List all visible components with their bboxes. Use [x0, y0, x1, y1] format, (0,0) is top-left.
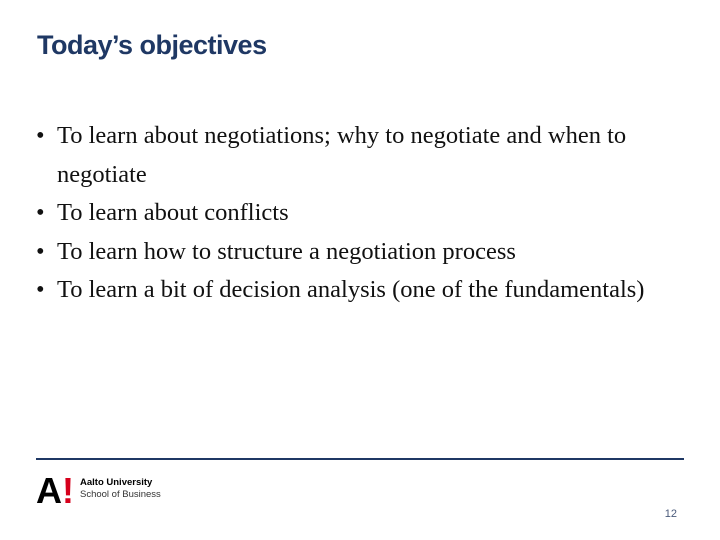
logo-wordmark: [80, 477, 161, 501]
logo-university-name: Aalto University: [80, 477, 153, 488]
footer-divider: [36, 458, 684, 460]
bullet-icon: •: [36, 276, 45, 303]
bullet-text: To learn how to structure a negotiation process: [57, 237, 516, 265]
logo-letter: A: [36, 470, 62, 511]
list-item: [36, 194, 696, 233]
bullet-icon: •: [36, 237, 45, 265]
objectives-list: [36, 117, 696, 310]
slide-title: Today’s objectives: [37, 30, 267, 60]
list-item: [36, 233, 696, 272]
bullet-icon: •: [36, 122, 45, 149]
logo-school-name: School of Business: [80, 489, 161, 500]
page-number: 12: [664, 508, 677, 520]
bullet-text: To learn about negotiations; why to negotiate and when to negotiate: [57, 122, 627, 188]
list-item: [36, 117, 696, 194]
bullet-text: To learn a bit of decision analysis (one of the fundamentals): [57, 276, 645, 303]
aalto-logo: [36, 470, 176, 511]
bullet-icon: •: [36, 199, 45, 226]
list-item: [36, 271, 696, 310]
logo-exclamation: !: [62, 470, 74, 511]
bullet-text: To learn about conflicts: [57, 199, 289, 226]
aalto-logo-mark: [36, 470, 74, 511]
